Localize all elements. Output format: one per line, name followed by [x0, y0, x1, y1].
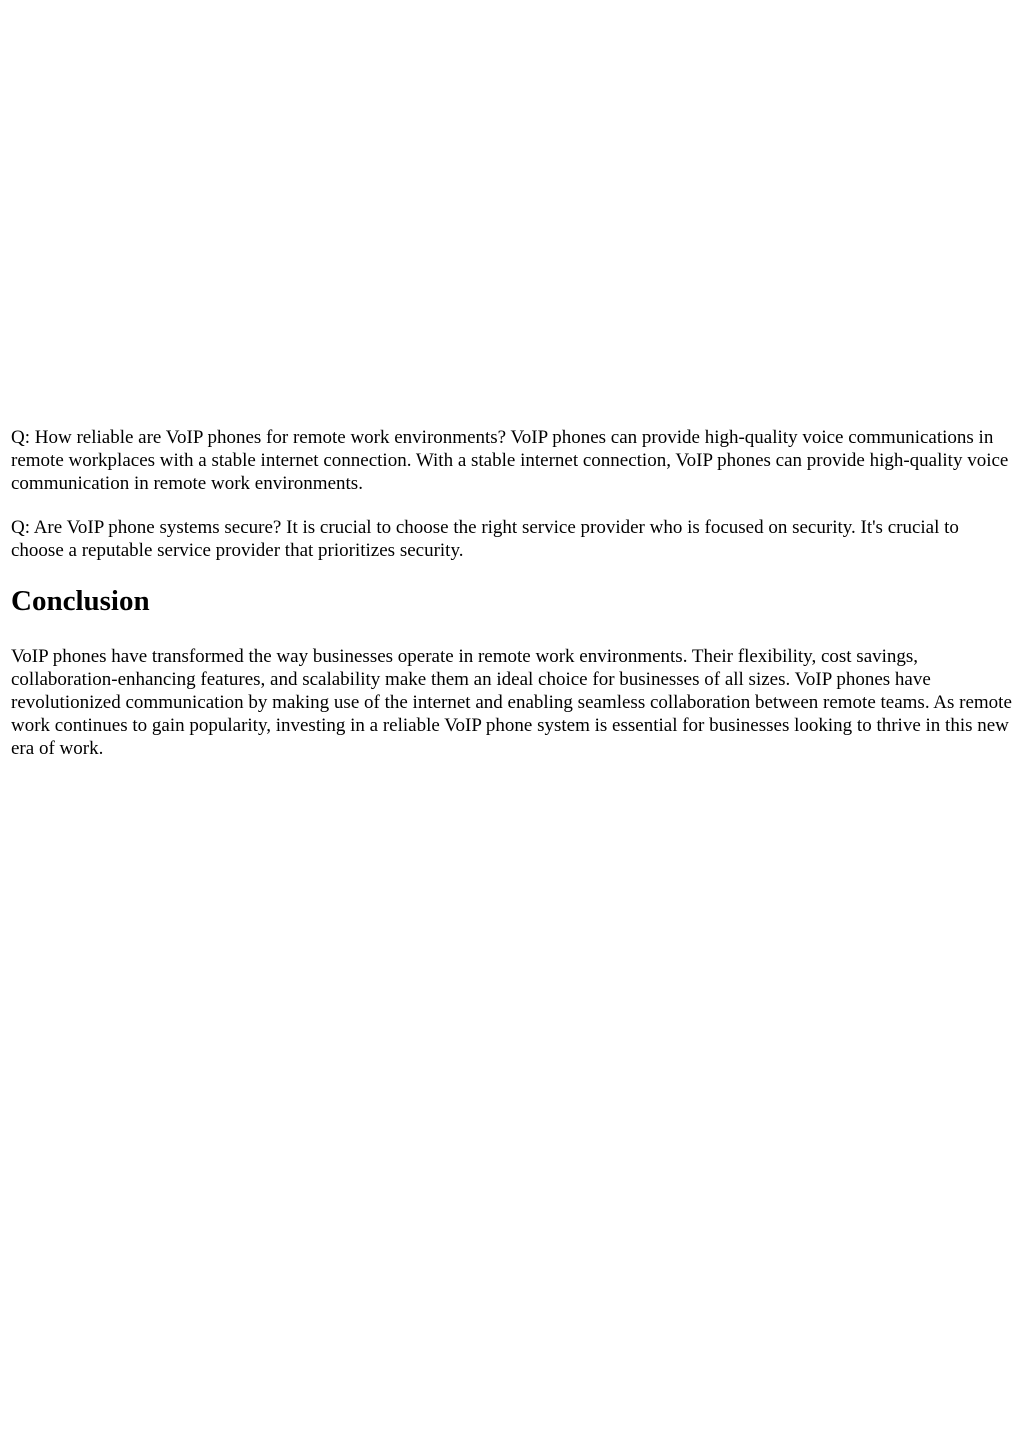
- faq-paragraph-reliability: Q: How reliable are VoIP phones for remote work environments? VoIP phones can provide high-quality voice communications in remote workplaces with a stable internet connection. With a stable internet connection, VoIP phones can provide high-quality voice communication in remote work environments.: [11, 427, 1009, 494]
- conclusion-heading: Conclusion: [11, 585, 150, 617]
- faq-paragraph-security: Q: Are VoIP phone systems secure? It is crucial to choose the right service provider who is focused on security. It's crucial to choose a reputable service provider that prioritizes security.: [11, 517, 959, 561]
- document-content: [11, 426, 1013, 781]
- conclusion-paragraph: VoIP phones have transformed the way businesses operate in remote work environments. Their flexibility, cost savings, collaboration-enhancing features, and scalability make them an ideal choice for businesses of all sizes. VoIP phones have revolutionized communication by making use of the internet and enabling seamless collaboration between remote teams. As remote work continues to gain popularity, investing in a reliable VoIP phone system is essential for businesses looking to thrive in this new era of work.: [11, 646, 1012, 759]
